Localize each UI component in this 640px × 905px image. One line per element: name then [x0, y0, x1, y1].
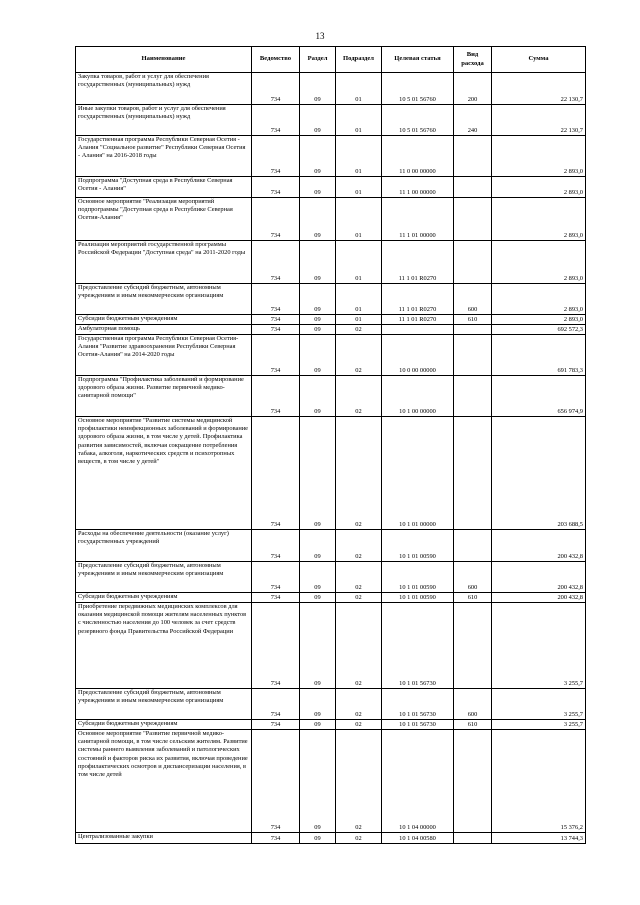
- cell-subsection: 02: [336, 833, 382, 844]
- cell-subsection: 02: [336, 720, 382, 730]
- table-row: [76, 73, 586, 105]
- cell-name: Амбулаторная помощь: [76, 325, 252, 335]
- cell-expense-type: [454, 177, 492, 198]
- cell-name: Централизованные закупки: [76, 833, 252, 844]
- cell-expense-type: [454, 198, 492, 241]
- cell-target-article: 10 1 01 00590: [382, 593, 454, 603]
- cell-department: 734: [252, 376, 300, 417]
- cell-name: Иные закупки товаров, работ и услуг для обеспечения государственных (муниципальных) нужд: [76, 105, 252, 136]
- cell-target-article: [382, 325, 454, 335]
- cell-target-article: 10 0 00 00000: [382, 335, 454, 376]
- cell-department: 734: [252, 603, 300, 689]
- cell-section: 09: [300, 530, 336, 562]
- cell-expense-type: 610: [454, 720, 492, 730]
- cell-department: 734: [252, 720, 300, 730]
- cell-department: 734: [252, 325, 300, 335]
- cell-expense-type: [454, 730, 492, 833]
- cell-section: 09: [300, 730, 336, 833]
- page-number: 13: [315, 31, 325, 41]
- cell-sum: 3 255,7: [492, 603, 586, 689]
- cell-target-article: 10 1 01 56730: [382, 720, 454, 730]
- cell-target-article: 10 1 04 00000: [382, 730, 454, 833]
- cell-target-article: 10 1 01 00000: [382, 417, 454, 530]
- cell-expense-type: [454, 335, 492, 376]
- cell-sum: 691 783,3: [492, 335, 586, 376]
- cell-section: 09: [300, 720, 336, 730]
- table-row: [76, 335, 586, 376]
- cell-expense-type: [454, 325, 492, 335]
- cell-name: Предоставление субсидий бюджетным, автономным учреждениям и иным некоммерческим организациям: [76, 562, 252, 593]
- cell-subsection: 02: [336, 376, 382, 417]
- header-subsection: Подраздел: [336, 47, 382, 73]
- cell-department: 734: [252, 177, 300, 198]
- cell-department: 734: [252, 105, 300, 136]
- cell-name: Подпрограмма "Профилактика заболеваний и формирование здорового образа жизни. Развитие первичной медико-санитарной помощи": [76, 376, 252, 417]
- cell-section: 09: [300, 284, 336, 315]
- cell-subsection: 02: [336, 730, 382, 833]
- table-header-row: [76, 47, 586, 73]
- cell-department: 734: [252, 198, 300, 241]
- cell-target-article: 10 1 01 56730: [382, 689, 454, 720]
- cell-sum: 692 572,3: [492, 325, 586, 335]
- cell-target-article: 10 5 01 56760: [382, 105, 454, 136]
- cell-sum: 22 130,7: [492, 73, 586, 105]
- table-row: [76, 136, 586, 177]
- table-row: [76, 315, 586, 325]
- cell-section: 09: [300, 177, 336, 198]
- cell-target-article: 11 1 01 R0270: [382, 241, 454, 284]
- header-department: Ведомство: [252, 47, 300, 73]
- cell-section: 09: [300, 315, 336, 325]
- cell-department: 734: [252, 241, 300, 284]
- cell-subsection: 01: [336, 284, 382, 315]
- cell-target-article: 11 0 00 00000: [382, 136, 454, 177]
- cell-subsection: 01: [336, 73, 382, 105]
- cell-target-article: 10 1 01 56730: [382, 603, 454, 689]
- table-row: [76, 198, 586, 241]
- cell-section: 09: [300, 593, 336, 603]
- header-target-article: Целевая статья: [382, 47, 454, 73]
- cell-name: Предоставление субсидий бюджетным, автономным учреждениям и иным некоммерческим организациям: [76, 689, 252, 720]
- cell-target-article: 11 1 01 00000: [382, 198, 454, 241]
- cell-department: 734: [252, 284, 300, 315]
- cell-department: 734: [252, 689, 300, 720]
- cell-department: 734: [252, 315, 300, 325]
- cell-expense-type: [454, 833, 492, 844]
- cell-department: 734: [252, 730, 300, 833]
- header-name: Наименование: [76, 47, 252, 73]
- cell-name: Основное мероприятие "Реализация мероприятий подпрограммы "Доступная среда в Республике Северная Осетия-Алания": [76, 198, 252, 241]
- cell-name: Реализация мероприятий государственной программы Российской Федерации "Доступная среда" на 2011-2020 годы: [76, 241, 252, 284]
- cell-section: 09: [300, 136, 336, 177]
- cell-section: 09: [300, 105, 336, 136]
- table-row: [76, 720, 586, 730]
- cell-section: 09: [300, 376, 336, 417]
- cell-department: 734: [252, 417, 300, 530]
- cell-expense-type: [454, 530, 492, 562]
- cell-name: Государственная программа Республики Северная Осетия-Алания "Развитие здравоохранения Республики Северная Осетия-Алания" на 2014-2020 годы: [76, 335, 252, 376]
- cell-target-article: 11 1 01 R0270: [382, 284, 454, 315]
- cell-target-article: 10 5 01 56760: [382, 73, 454, 105]
- table-row: [76, 603, 586, 689]
- cell-section: 09: [300, 562, 336, 593]
- cell-sum: 200 432,8: [492, 562, 586, 593]
- cell-name: Предоставление субсидий бюджетным, автономным учреждениям и иным некоммерческим организациям: [76, 284, 252, 315]
- cell-subsection: 01: [336, 177, 382, 198]
- cell-section: 09: [300, 335, 336, 376]
- table-row: [76, 325, 586, 335]
- cell-sum: 2 893,0: [492, 177, 586, 198]
- table-row: [76, 241, 586, 284]
- cell-target-article: 10 1 00 00000: [382, 376, 454, 417]
- cell-name: Субсидии бюджетным учреждениям: [76, 720, 252, 730]
- cell-subsection: 02: [336, 325, 382, 335]
- cell-section: 09: [300, 325, 336, 335]
- cell-name: Субсидии бюджетным учреждениям: [76, 593, 252, 603]
- cell-expense-type: [454, 136, 492, 177]
- table-row: [76, 284, 586, 315]
- table-row: [76, 530, 586, 562]
- cell-sum: 15 376,2: [492, 730, 586, 833]
- cell-expense-type: 600: [454, 689, 492, 720]
- cell-sum: 3 255,7: [492, 720, 586, 730]
- cell-section: 09: [300, 689, 336, 720]
- cell-sum: 2 893,0: [492, 198, 586, 241]
- cell-expense-type: [454, 241, 492, 284]
- table-row: [76, 593, 586, 603]
- cell-section: 09: [300, 603, 336, 689]
- cell-department: 734: [252, 833, 300, 844]
- budget-table: [75, 46, 586, 844]
- cell-sum: 656 974,9: [492, 376, 586, 417]
- cell-section: 09: [300, 198, 336, 241]
- cell-section: 09: [300, 73, 336, 105]
- table-body: [76, 73, 586, 844]
- table-row: [76, 177, 586, 198]
- table-row: [76, 689, 586, 720]
- table-row: [76, 105, 586, 136]
- cell-department: 734: [252, 562, 300, 593]
- cell-name: Приобретение передвижных медицинских комплексов для оказания медицинской помощи жителям населенных пунктов с численностью населения до 100 человек за счет средств резервного фонда Правительства Российской Федерации: [76, 603, 252, 689]
- cell-sum: 200 432,8: [492, 530, 586, 562]
- cell-sum: 22 130,7: [492, 105, 586, 136]
- cell-expense-type: [454, 376, 492, 417]
- cell-expense-type: [454, 603, 492, 689]
- cell-department: 734: [252, 73, 300, 105]
- cell-name: Закупка товаров, работ и услуг для обеспечения государственных (муниципальных) нужд: [76, 73, 252, 105]
- cell-name: Расходы на обеспечение деятельности (оказание услуг) государственных учреждений: [76, 530, 252, 562]
- cell-subsection: 02: [336, 530, 382, 562]
- cell-expense-type: 610: [454, 315, 492, 325]
- cell-subsection: 02: [336, 603, 382, 689]
- cell-target-article: 11 1 01 R0270: [382, 315, 454, 325]
- header-section: Раздел: [300, 47, 336, 73]
- cell-expense-type: [454, 417, 492, 530]
- cell-name: Основное мероприятие "Развитие первичной медико-санитарной помощи, в том числе сельским жителям. Развитие системы раннего выявления заболеваний и патологических состояний и факторов риска их развития, включая проведение профилактических осмотров и диспансеризации населения, в том числе детей: [76, 730, 252, 833]
- cell-name: Субсидии бюджетным учреждениям: [76, 315, 252, 325]
- cell-subsection: 01: [336, 136, 382, 177]
- cell-sum: 2 893,0: [492, 315, 586, 325]
- cell-subsection: 01: [336, 198, 382, 241]
- table-row: [76, 562, 586, 593]
- cell-subsection: 02: [336, 562, 382, 593]
- table-row: [76, 417, 586, 530]
- cell-target-article: 10 1 01 00590: [382, 562, 454, 593]
- cell-department: 734: [252, 136, 300, 177]
- cell-name: Подпрограмма "Доступная среда в Республике Северная Осетия - Алания": [76, 177, 252, 198]
- cell-expense-type: 240: [454, 105, 492, 136]
- table-row: [76, 833, 586, 844]
- cell-expense-type: 600: [454, 562, 492, 593]
- cell-expense-type: 610: [454, 593, 492, 603]
- cell-subsection: 01: [336, 315, 382, 325]
- cell-department: 734: [252, 530, 300, 562]
- cell-department: 734: [252, 593, 300, 603]
- cell-sum: 200 432,8: [492, 593, 586, 603]
- table-row: [76, 730, 586, 833]
- cell-sum: 203 688,5: [492, 417, 586, 530]
- cell-sum: 13 744,3: [492, 833, 586, 844]
- cell-section: 09: [300, 417, 336, 530]
- cell-sum: 2 893,0: [492, 241, 586, 284]
- cell-subsection: 01: [336, 241, 382, 284]
- cell-sum: 3 255,7: [492, 689, 586, 720]
- header-expense-type: Вид расхода: [454, 47, 492, 73]
- cell-department: 734: [252, 335, 300, 376]
- cell-sum: 2 893,0: [492, 136, 586, 177]
- cell-section: 09: [300, 241, 336, 284]
- cell-expense-type: 600: [454, 284, 492, 315]
- cell-subsection: 02: [336, 335, 382, 376]
- cell-target-article: 10 1 01 00590: [382, 530, 454, 562]
- table-row: [76, 376, 586, 417]
- cell-sum: 2 893,0: [492, 284, 586, 315]
- cell-expense-type: 200: [454, 73, 492, 105]
- cell-section: 09: [300, 833, 336, 844]
- cell-name: Основное мероприятие "Развитие системы медицинской профилактики неинфекционных заболеваний и формирование здорового образа жизни, в том числе у детей. Профилактика развития зависимостей, включая сокращение потребления табака, алкоголя, наркотических средств и психотропных веществ, в том числе у детей": [76, 417, 252, 530]
- cell-target-article: 11 1 00 00000: [382, 177, 454, 198]
- cell-subsection: 02: [336, 593, 382, 603]
- cell-subsection: 02: [336, 417, 382, 530]
- cell-subsection: 02: [336, 689, 382, 720]
- cell-target-article: 10 1 04 00580: [382, 833, 454, 844]
- header-sum: Сумма: [492, 47, 586, 73]
- cell-subsection: 01: [336, 105, 382, 136]
- cell-name: Государственная программа Республики Северная Осетия - Алания "Социальное развитие" Республики Северная Осетия - Алания" на 2016-2018 годы: [76, 136, 252, 177]
